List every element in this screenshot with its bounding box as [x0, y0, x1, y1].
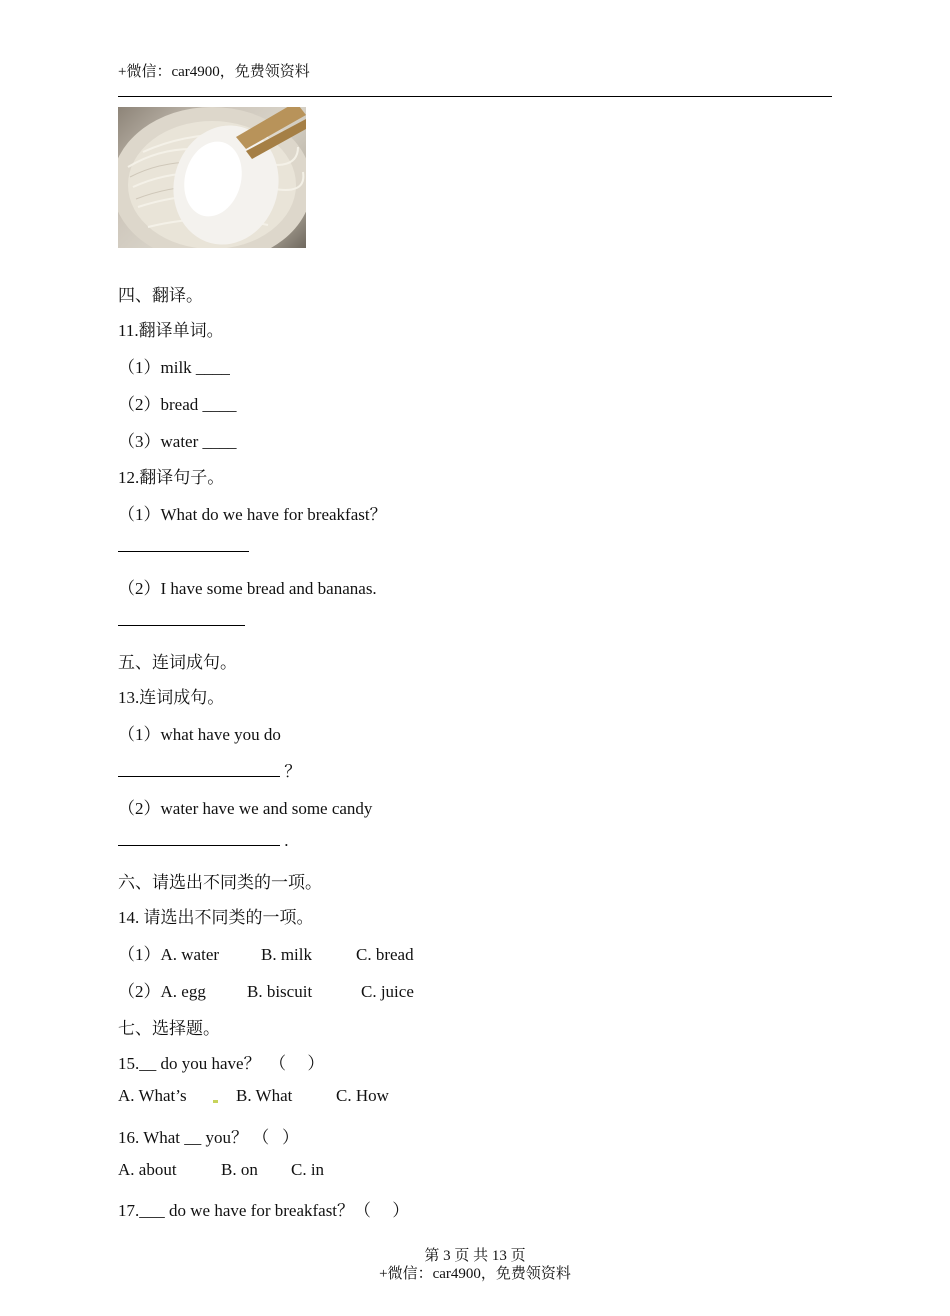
q13-end-1: ？: [284, 762, 302, 781]
q15-option-c: C. How: [336, 1086, 389, 1105]
q16-option-a: A. about: [118, 1160, 177, 1179]
question-12-title: 12.翻译句子。: [118, 468, 225, 487]
page-footer: +微信：car4900，免费领资料: [379, 1266, 571, 1282]
q14-row-1: [118, 940, 414, 965]
question-11-title: 11.翻译单词。: [118, 321, 224, 340]
q15-options: [118, 1086, 389, 1106]
q16-option-b: B. on: [221, 1160, 258, 1179]
section-5-title: 五、连词成句。: [118, 653, 237, 672]
question-15: 15.__ do you have？ （ ）: [118, 1054, 325, 1073]
q12-item-1: （1）What do we have for breakfast？: [118, 505, 387, 524]
q11-item-1: （1）milk ____: [118, 358, 230, 377]
question-14-title: 14. 请选出不同类的一项。: [118, 908, 314, 927]
stray-mark: [213, 1100, 218, 1103]
section-4-title: 四、翻译。: [118, 286, 203, 305]
q13-item-2: （2）water have we and some candy: [118, 799, 373, 818]
q13-answer-line-1[interactable]: [118, 757, 301, 782]
section-7-title: 七、选择题。: [118, 1019, 220, 1038]
section-6-title: 六、请选出不同类的一项。: [118, 873, 322, 892]
q11-item-3: （3）water ____: [118, 432, 237, 451]
q14-row1-option-b: B. milk: [261, 945, 313, 964]
q11-item-2: （2）bread ____: [118, 395, 237, 414]
header-rule: [118, 96, 832, 97]
q12-answer-line-2[interactable]: [118, 611, 245, 631]
q13-answer-line-2[interactable]: [118, 831, 289, 851]
q15-option-a: A. What’s: [118, 1086, 187, 1105]
q13-end-2: .: [284, 831, 289, 850]
noodle-photo: [118, 107, 306, 248]
page-header: +微信：car4900，免费领资料: [118, 64, 310, 80]
q14-row-2: [118, 977, 414, 1002]
question-16: 16. What __ you？ （ ）: [118, 1128, 300, 1147]
q13-item-1: （1）what have you do: [118, 725, 281, 744]
q14-row1-option-a: （1）A. water: [118, 945, 220, 964]
question-17: 17.___ do we have for breakfast？（ ）: [118, 1201, 410, 1220]
q15-option-b: B. What: [236, 1086, 293, 1105]
q12-answer-line-1[interactable]: [118, 537, 249, 557]
q16-options: [118, 1160, 324, 1180]
noodle-image: [118, 107, 306, 248]
q14-row2-option-a: （2）A. egg: [118, 982, 206, 1001]
page-number: 第 3 页 共 13 页: [424, 1248, 526, 1264]
q14-row2-option-b: B. biscuit: [247, 982, 313, 1001]
question-13-title: 13.连词成句。: [118, 688, 225, 707]
q12-item-2: （2）I have some bread and bananas.: [118, 579, 377, 598]
q16-option-c: C. in: [291, 1160, 325, 1179]
q14-row2-option-c: C. juice: [361, 982, 414, 1001]
q14-row1-option-c: C. bread: [356, 945, 414, 964]
